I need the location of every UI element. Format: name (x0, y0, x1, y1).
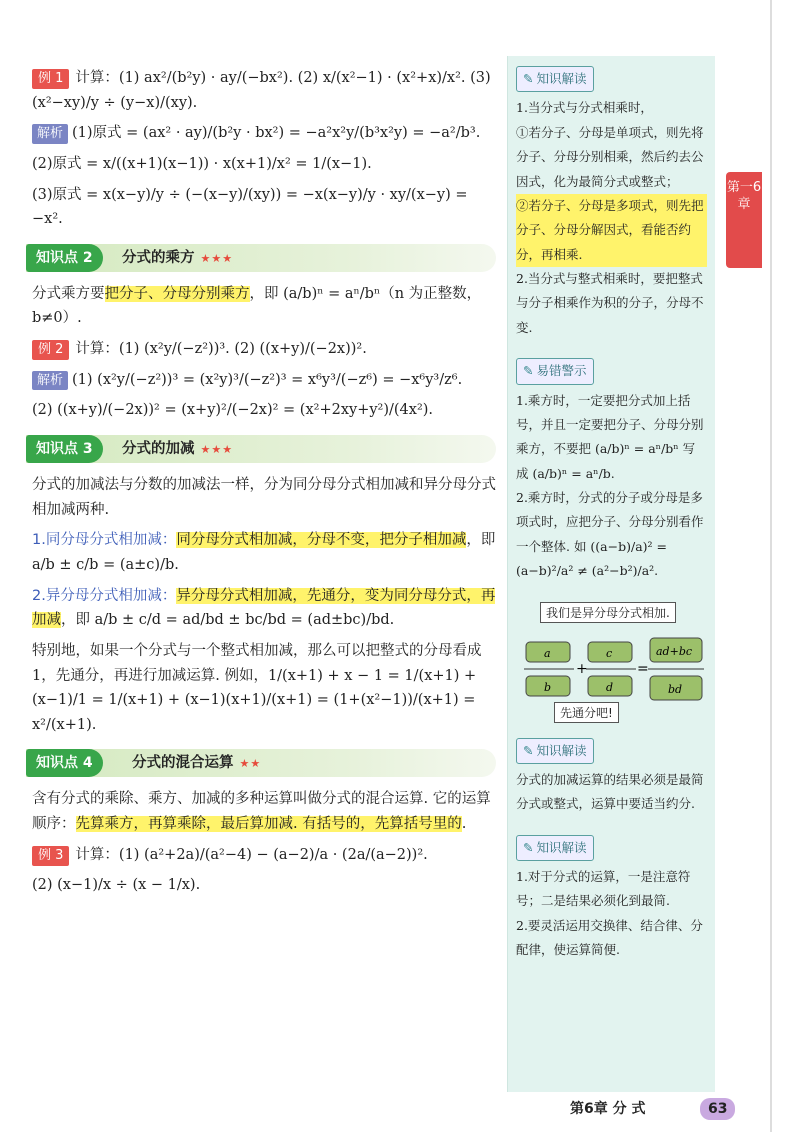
book-icon: ✎ (523, 363, 534, 379)
solution-1-line-3: (3)原式 = x(x−y)/y ÷ (−(x−y)/(xy)) = −x(x−y)/y · xy/(x−y) = −x². (32, 186, 468, 228)
side-line: ②若分子、分母是多项式，则先把分子、分母分解因式，看能否约分，再相乘. (516, 194, 707, 267)
side-box-2 (516, 358, 707, 583)
knowledge-point-title: 分式的加减 ★★★ (122, 441, 234, 458)
kp3-rule-1: 1.同分母分式相加减：同分母分式相加减，分母不变，把分子相加减，即 a/b ± c/b = (a±c)/b. (32, 532, 496, 573)
book-icon: ✎ (523, 839, 534, 855)
side-line: 分式的加减运算的结果必须是最简分式或整式，运算中要适当约分. (516, 771, 704, 812)
side-tag: ✎ 知识解读 (516, 66, 594, 92)
difficulty-stars: ★★★ (200, 251, 234, 265)
side-line: 1.对于分式的运算，一是注意符号；二是结果必须化到最简. (516, 869, 691, 909)
chapter-tab: 第一6章 (726, 172, 762, 268)
side-tag: ✎ 知识解读 (516, 835, 594, 861)
kp3-special: 特别地，如果一个分式与一个整式相加减，那么可以把整式的分母看成 1，先通分，再进行加减运算. 例如，1/(x+1) + x − 1 = 1/(x+1) + (x−1)/1 = 1/(x+1) + (x−1)(x+1)/(x+1) = (1+(x²−1))/(x+1) = x²/(x+1). (32, 642, 482, 733)
highlight: 同分母分式相加减，分母不变，把分子相加减 (176, 532, 467, 549)
knowledge-point-label: 知识点 4 (26, 749, 103, 777)
kp3-intro: 分式的加减法与分数的加减法一样，分为同分母分式相加减和异分母分式相加减两种. (32, 477, 496, 518)
tank-label: b (544, 680, 552, 694)
side-line: ①若分子、分母是单项式，则先将分子、分母分别相乘，然后约去公因式，化为最简分式或整式； (516, 124, 704, 189)
plus-sign: + (576, 660, 588, 677)
tank-label: a (544, 646, 551, 660)
tank-label: d (606, 680, 614, 694)
knowledge-point-2-header (26, 244, 496, 272)
kp3-rule-2: 2.异分母分式相加减：异分母分式相加减，先通分，变为同分母分式，再加减，即 a/b ± c/d = ad/bd ± bc/bd = (ad±bc)/bd. (32, 587, 496, 629)
difficulty-stars: ★★★ (200, 443, 234, 457)
book-icon: ✎ (523, 71, 534, 86)
example-tag: 例 2 (32, 340, 69, 360)
highlight: 先算乘方，再算乘除，最后算加减. 有括号的，先算括号里的 (75, 816, 462, 833)
solution-tag: 解析 (32, 371, 68, 391)
page-number: 63 (700, 1098, 735, 1120)
side-line: 2.乘方时，分式的分子或分母是多项式时，应把分子、分母分别看作一个整体. 如 ((a−b)/a)² = (a−b)²/a² ≠ (a²−b²)/a². (516, 490, 704, 579)
kp2-text: 分式乘方要把分子、分母分别乘方，即 (a/b)ⁿ = aⁿ/bⁿ（n 为正整数，b≠0）. (32, 285, 482, 327)
footer-chapter: 第6章 分 式 (570, 1101, 646, 1117)
highlight: 把分子、分母分别乘方 (104, 285, 250, 302)
difficulty-stars: ★★ (239, 757, 262, 771)
sidebar (507, 56, 715, 1092)
footer (570, 1098, 770, 1122)
knowledge-point-title: 分式的混合运算 ★★ (132, 755, 262, 772)
side-line: 1.当分式与分式相乘时， (516, 100, 653, 116)
solution-tag: 解析 (32, 124, 68, 144)
solution-1-line-2: (2)原式 = x/((x+1)(x−1)) · x(x+1)/x² = 1/(x−1). (32, 155, 372, 172)
side-line: 2.要灵活运用交换律、结合律、分配律，使运算简便. (516, 917, 703, 958)
page-edge (770, 0, 772, 1132)
knowledge-point-3-header (26, 435, 496, 463)
example-tag: 例 1 (32, 69, 69, 89)
knowledge-point-4-header (26, 749, 496, 777)
example-3: 例 3 计算：(1) (a²+2a)/(a²−4) − (a−2)/a · (2a/(a−2))². (32, 843, 502, 868)
solution-1 (32, 121, 502, 146)
kp4-text: 含有分式的乘除、乘方、加减的多种运算叫做分式的混合运算. 它的运算顺序：先算乘方，再算乘除，最后算加减. 有括号的，先算括号里的. (32, 791, 491, 833)
side-box-4 (516, 835, 707, 963)
knowledge-point-label: 知识点 3 (26, 435, 103, 463)
example-tag: 例 3 (32, 846, 69, 866)
example-1-text: 计算：(1) ax²/(b²y) · ay/(−bx²). (2) x/(x²−1) · (x²+x)/x². (3) (x²−xy)/y ÷ (y−x)/(xy). (32, 70, 491, 111)
side-box-3 (516, 738, 707, 817)
side-line: 2.当分式与整式相乘时，要把整式与分子相乘作为积的分子，分母不变. (516, 271, 704, 335)
speech-bubble: 先通分吧! (554, 702, 619, 723)
solution-1-line-1: (1)原式 = (ax² · ay)/(b²y · bx²) = −a²x²y/(b³x²y) = −a²/b³. (72, 125, 481, 142)
tank-label: ad+bc (656, 644, 693, 658)
side-box-1 (516, 66, 707, 340)
main-column (32, 60, 502, 904)
solution-2: 解析 (1) (x²y/(−z²))³ = (x²y)³/(−z²)³ = x⁶y³/(−z⁶) = −x⁶y³/z⁶. (32, 368, 502, 393)
example-1 (32, 66, 502, 115)
tank-label: c (606, 646, 613, 660)
knowledge-point-label: 知识点 2 (26, 244, 103, 272)
highlight: 异分母分式相加减，先通分，变为同分母分式，再加减 (32, 587, 496, 629)
speech-bubble: 我们是异分母分式相加. (540, 602, 676, 623)
side-line: 1.乘方时，一定要把分式加上括号，并且一定要把分子、分母分别乘方，不要把 (a/b)ⁿ = aⁿ/bⁿ 写成 (a/b)ⁿ = aⁿ/b. (516, 392, 704, 481)
side-tag: ✎ 易错警示 (516, 358, 594, 384)
side-tag: ✎ 知识解读 (516, 738, 594, 764)
equals-sign: = (637, 660, 649, 677)
solution-2-line-2: (2) ((x+y)/(−2x))² = (x+y)²/(−2x)² = (x²+2xy+y²)/(4x²). (32, 402, 434, 419)
example-3-line-2: (2) (x−1)/x ÷ (x − 1/x). (32, 877, 201, 894)
tank-label: bd (668, 682, 683, 696)
tank-cartoon (514, 602, 709, 722)
book-icon: ✎ (523, 742, 534, 758)
example-2: 例 2 计算：(1) (x²y/(−z²))³. (2) ((x+y)/(−2x))². (32, 337, 502, 362)
knowledge-point-title: 分式的乘方 ★★★ (122, 249, 234, 266)
